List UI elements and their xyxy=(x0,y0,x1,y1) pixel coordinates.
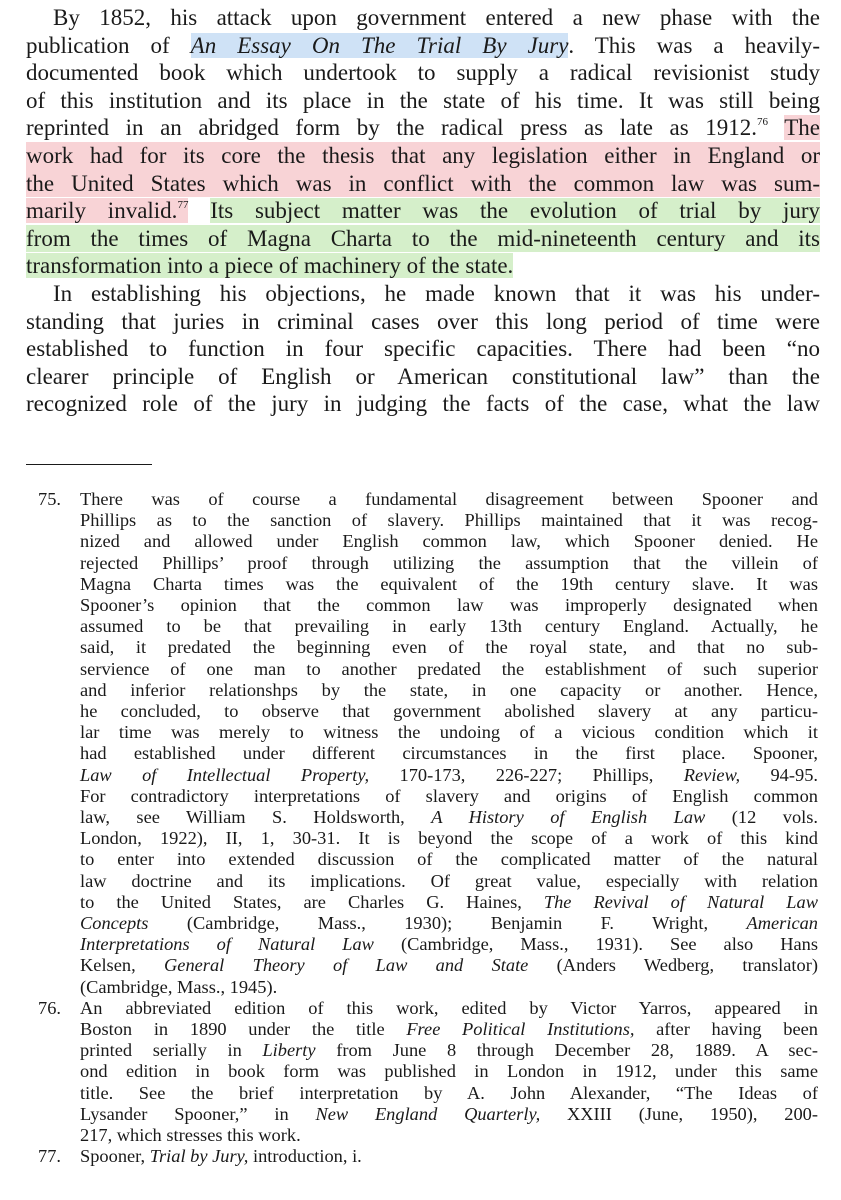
citation-title: Law of Intellectual Property, xyxy=(80,764,370,785)
footnote-line xyxy=(80,765,818,786)
citation-title: Review, xyxy=(683,764,741,785)
footnote-line: had established under different circumstances in the first place. Spooner, xyxy=(80,743,818,764)
highlight-blue xyxy=(191,33,569,58)
footnote-line xyxy=(80,892,818,913)
text-line: documented book which undertook to supply a radical revisionist study xyxy=(26,60,820,86)
text-span: from June 8 through December 28, 1889. A sec- xyxy=(315,1040,818,1061)
book-title: An Essay On The Trial By Jury xyxy=(190,32,569,58)
footnote-divider xyxy=(26,464,152,465)
citation-title: Concepts xyxy=(80,913,149,934)
text-span: XXIII (June, 1950), 200- xyxy=(540,1103,818,1124)
highlight-red-line: the United States which was in conflict with the common law was sum- xyxy=(26,170,820,196)
footnote-line: Spooner’s opinion that the common law was improperly designated when xyxy=(80,595,818,616)
footnote-line: servience of one man to another predated the establishment of such superior xyxy=(80,658,818,679)
footnote-76 xyxy=(0,998,818,1146)
footnote-line xyxy=(80,934,818,955)
footnote-line xyxy=(80,955,818,976)
text-span: marily invalid. xyxy=(26,198,178,224)
text-span: 170-173, 226-227; Phillips, xyxy=(369,764,684,785)
footnote-line: There was of course a fundamental disagreement between Spooner and xyxy=(80,489,818,509)
text-line: clearer principle of English or American constitutional law” than the xyxy=(26,363,820,389)
text-span: (Cambridge, Mass., 1931). See also Hans xyxy=(373,934,818,955)
text-line: By 1852, his attack upon government entered a new phase with the xyxy=(53,5,820,30)
footnote-line: Magna Charta times was the equivalent of the 19th century slave. It was xyxy=(80,573,818,594)
footnote-line: and inferior relationshps by the state, in one capacity or another. Hence, xyxy=(80,679,818,700)
text-line xyxy=(26,252,820,280)
highlight-red: The xyxy=(784,115,820,141)
citation-title: Trial by Jury, xyxy=(149,1146,249,1167)
footnote-line xyxy=(80,1146,818,1167)
highlight-green: Its subject matter was the evolution of trial by jury xyxy=(210,198,821,224)
footnote-line: ond edition in book form was published in London in 1912, under this same xyxy=(80,1061,818,1082)
text-span: Spooner, xyxy=(80,1146,150,1167)
citation-title: The Revival of Natural Law xyxy=(543,891,818,912)
footnote-line xyxy=(80,807,818,828)
text-span: introduction, i. xyxy=(248,1146,362,1167)
footnote-line: (Cambridge, Mass., 1945). xyxy=(80,976,278,997)
footnote-number: 75. xyxy=(38,489,61,509)
footnote-line: assumed to be that prevailing in early 13th century England. Actually, he xyxy=(80,616,818,637)
citation-title: A History of English Law xyxy=(431,807,706,828)
citation-title: American xyxy=(746,913,818,934)
footnote-line: Phillips as to the sanction of slavery. Phillips maintained that it was recog- xyxy=(80,510,818,531)
citation-title: Free Political Institutions, xyxy=(406,1019,635,1040)
text-line xyxy=(26,32,820,60)
citation-title: New England Quarterly, xyxy=(315,1103,541,1124)
footnote-line xyxy=(80,913,818,934)
footnote-line: An abbreviated edition of this work, edited by Victor Yarros, appeared in xyxy=(80,997,818,1018)
footnote-77 xyxy=(0,1146,818,1167)
text-span: law, see William S. Holdsworth, xyxy=(80,807,432,828)
text-line xyxy=(26,197,820,225)
footnote-line: rejected Phillips’ proof through utilizing the assumption that the villein of xyxy=(80,552,818,573)
text-span: after having been xyxy=(634,1019,818,1040)
footnote-number: 77. xyxy=(38,1146,61,1167)
footnote-number: 76. xyxy=(38,997,61,1018)
text-span: Lysander Spooner,” in xyxy=(80,1103,316,1124)
text-line: established to function in four specific capacities. There had been “no xyxy=(26,336,820,362)
footnote-line: said, it predated the beginning even of the royal state, and that no sub- xyxy=(80,637,818,658)
text-line xyxy=(26,114,820,142)
footnote-line xyxy=(80,1104,818,1125)
footnote-line xyxy=(80,1019,818,1040)
footnote-ref: 77 xyxy=(177,198,189,211)
citation-title: Interpretations of Natural Law xyxy=(80,934,374,955)
text-span: (Cambridge, Mass., 1930); Benjamin F. Wright, xyxy=(148,913,747,934)
text-span: Boston in 1890 under the title xyxy=(80,1019,407,1040)
text-line: standing that juries in criminal cases over this long period of time were xyxy=(26,308,820,334)
paragraph-2 xyxy=(26,280,820,418)
footnote-line: law doctrine and its implications. Of great value, especially with relation xyxy=(80,870,818,891)
footnote-line: London, 1922), II, 1, 30-31. It is beyond the scope of a work of this kind xyxy=(80,828,818,849)
footnote-ref: 76 xyxy=(757,115,769,128)
text-span: Kelsen, xyxy=(80,955,164,976)
paragraph-1 xyxy=(26,4,820,280)
text-span: publication of xyxy=(26,32,191,58)
footnote-line xyxy=(80,1040,818,1061)
footnote-line: 217, which stresses this work. xyxy=(80,1125,301,1146)
text-span: (12 vols. xyxy=(705,807,819,828)
text-span: to the United States, are Charles G. Haines, xyxy=(80,891,544,912)
text-span: printed serially in xyxy=(80,1040,263,1061)
footnote-line: lar time was merely to witness the undoing of a vicious condition which it xyxy=(80,722,818,743)
footnote-line: nized and allowed under English common law, which Spooner denied. He xyxy=(80,531,818,552)
text-span: (Anders Wedberg, translator) xyxy=(528,955,818,976)
footnote-line: to enter into extended discussion of the complicated matter of the natural xyxy=(80,849,818,870)
citation-title: Liberty xyxy=(262,1040,316,1061)
text-line: In establishing his objections, he made known that it was his under- xyxy=(53,280,820,306)
footnote-line: he concluded, to observe that government abolished slavery at any particu- xyxy=(80,701,818,722)
text-line: recognized role of the jury in judging the facts of the case, what the law xyxy=(26,391,820,417)
footnotes xyxy=(0,489,841,1168)
footnote-75 xyxy=(0,489,818,998)
citation-title: General Theory of Law and State xyxy=(164,955,529,976)
footnote-line: title. See the brief interpretation by A. John Alexander, “The Ideas of xyxy=(80,1082,818,1103)
text-span: . This was a heavily- xyxy=(568,32,820,58)
text-line: of this institution and its place in the state of his time. It was still being xyxy=(26,87,820,113)
highlight-red-line: work had for its core the thesis that any legislation either in England or xyxy=(26,142,820,168)
text-span: 94-95. xyxy=(740,764,818,785)
highlight-green: transformation into a piece of machinery of the state. xyxy=(26,253,514,279)
highlight-red xyxy=(26,198,188,223)
main-text xyxy=(26,4,820,418)
text-span: reprinted in an abridged form by the radical press as late as 1912. xyxy=(26,115,758,141)
highlight-green-line: from the times of Magna Charta to the mid-nineteenth century and its xyxy=(26,225,820,251)
footnote-line: For contradictory interpretations of slavery and origins of English common xyxy=(80,785,818,806)
